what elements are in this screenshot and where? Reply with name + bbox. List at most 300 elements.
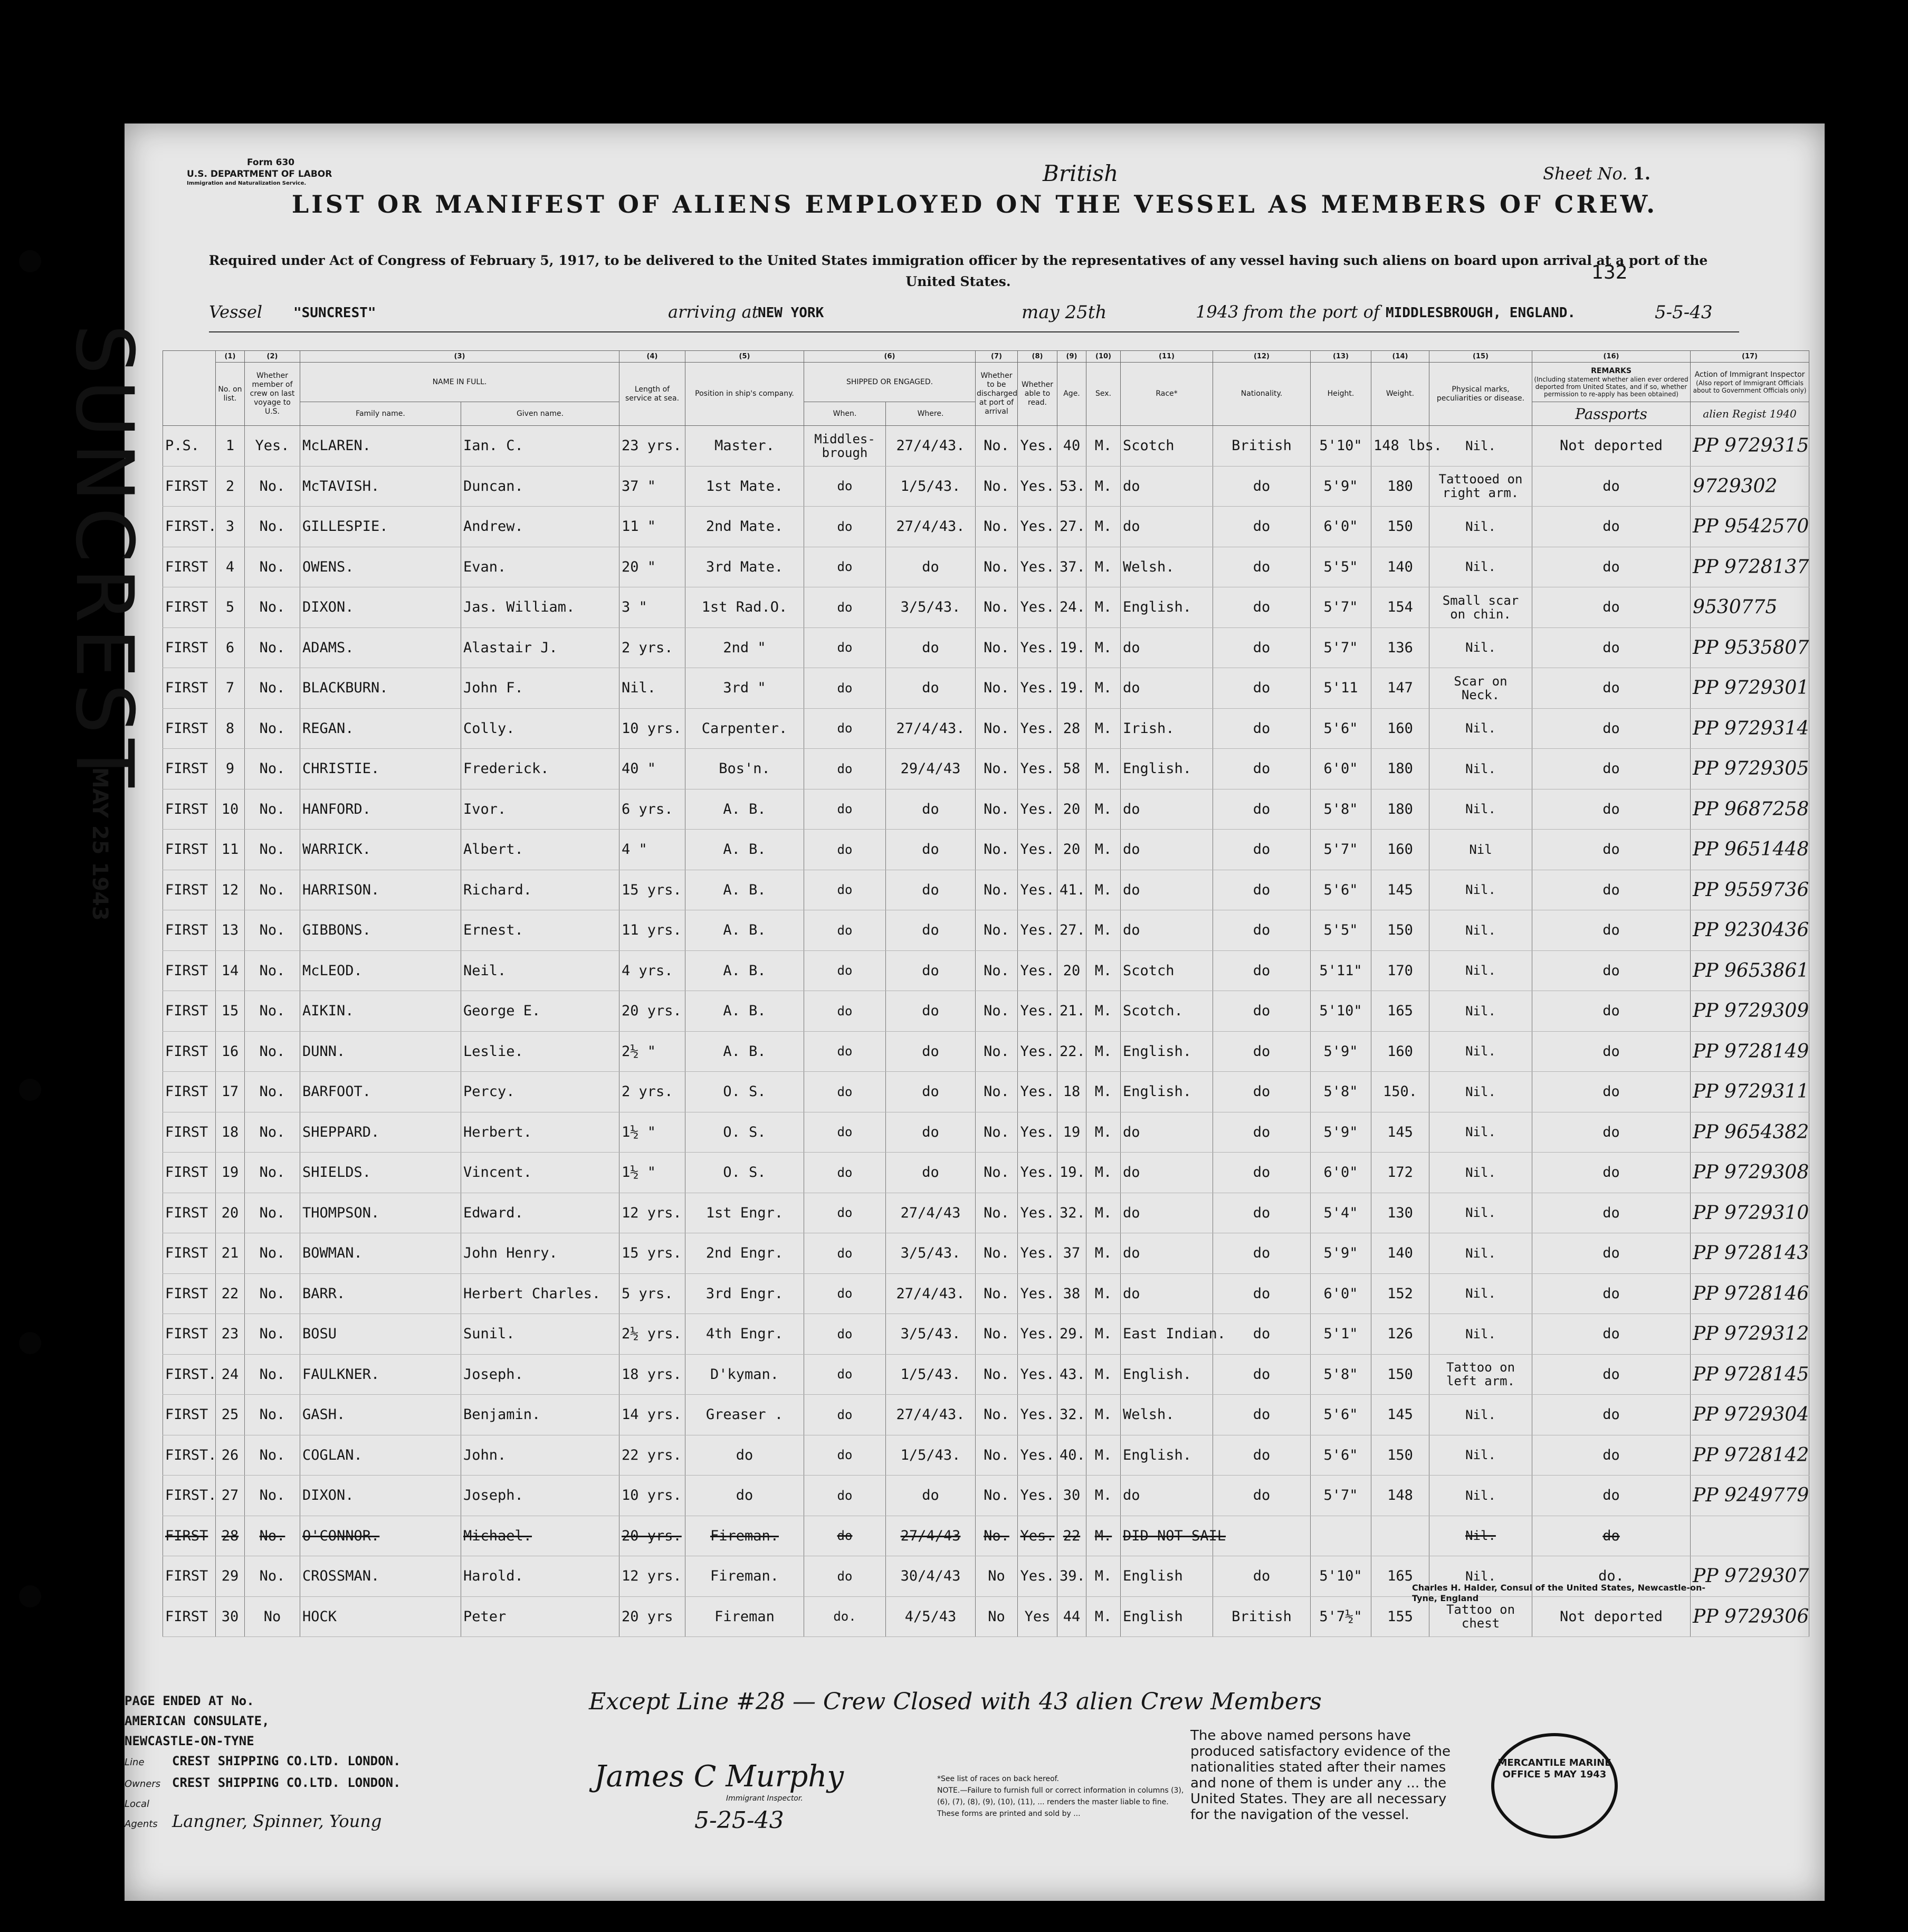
- shipped-when: do: [804, 547, 886, 587]
- position: 2nd Engr.: [685, 1233, 804, 1274]
- consulate-city: NEWCASTLE-ON-TYNE: [125, 1734, 254, 1748]
- discharged: No.: [976, 1273, 1018, 1314]
- col7-number: (7): [976, 351, 1018, 363]
- age: 44: [1057, 1596, 1086, 1637]
- crew-last-voyage: No.: [245, 1072, 300, 1112]
- inspector-action: PP 9729306: [1691, 1596, 1809, 1637]
- shipped-where: 3/5/43.: [886, 587, 976, 628]
- nationality: do: [1213, 830, 1311, 870]
- able-to-read: Yes.: [1018, 910, 1057, 951]
- failure-note: NOTE.—Failure to furnish full or correct information in columns (3), (6), (7), (8), (9), (10), (11), ... renders the master liable to fine.: [937, 1786, 1184, 1806]
- family-name: SHEPPARD.: [300, 1112, 461, 1153]
- sex: M.: [1086, 870, 1121, 910]
- table-row: [163, 1314, 1809, 1355]
- age: 22.: [1057, 1031, 1086, 1072]
- height: 5'11: [1311, 668, 1371, 709]
- position: O. S.: [685, 1072, 804, 1112]
- remarks: do: [1532, 1516, 1691, 1556]
- inspector-label: Immigrant Inspector.: [726, 1794, 803, 1803]
- age: 19.: [1057, 627, 1086, 668]
- crew-last-voyage: No.: [245, 991, 300, 1032]
- height: 5'5": [1311, 910, 1371, 951]
- list-number: 28: [216, 1516, 245, 1556]
- remarks: do: [1532, 708, 1691, 749]
- nationality: do: [1213, 950, 1311, 991]
- length-of-service: 20 yrs.: [619, 1516, 685, 1556]
- line-value: CREST SHIPPING CO.LTD. LONDON.: [172, 1754, 401, 1768]
- position: A. B.: [685, 870, 804, 910]
- length-of-service: 20 yrs.: [619, 991, 685, 1032]
- physical-marks: Nil.: [1429, 627, 1532, 668]
- nationality: do: [1213, 587, 1311, 628]
- col4-label: Length of service at sea.: [619, 363, 685, 426]
- shipped-where: 27/4/43: [886, 1193, 976, 1233]
- col4-number: (4): [619, 351, 685, 363]
- discharged: No.: [976, 910, 1018, 951]
- list-number: 10: [216, 789, 245, 830]
- remarks: do: [1532, 1273, 1691, 1314]
- inspector-action: PP 9729315: [1691, 426, 1809, 467]
- col10-label: Sex.: [1086, 363, 1121, 426]
- vessel-line: [209, 302, 1739, 332]
- shipped-when: Middles-brough: [804, 426, 886, 467]
- physical-marks: Nil.: [1429, 1233, 1532, 1274]
- shipped-where: do: [886, 991, 976, 1032]
- inspector-action: PP 9729310: [1691, 1193, 1809, 1233]
- punch-hole: [19, 1079, 41, 1101]
- action-cell: FIRST: [163, 830, 216, 870]
- length-of-service: 4 ": [619, 830, 685, 870]
- height: 5'9": [1311, 1031, 1371, 1072]
- shipped-where: 27/4/43.: [886, 708, 976, 749]
- family-name: SHIELDS.: [300, 1153, 461, 1193]
- inspector-action: PP 9729314: [1691, 708, 1809, 749]
- shipped-where: do: [886, 870, 976, 910]
- shipped-where: do: [886, 1072, 976, 1112]
- able-to-read: Yes.: [1018, 1112, 1057, 1153]
- shipped-when: do: [804, 1031, 886, 1072]
- remarks: do: [1532, 991, 1691, 1032]
- age: 32.: [1057, 1193, 1086, 1233]
- nationality: British: [1213, 426, 1311, 467]
- sex: M.: [1086, 789, 1121, 830]
- list-number: 2: [216, 466, 245, 507]
- discharged: No.: [976, 627, 1018, 668]
- age: 38: [1057, 1273, 1086, 1314]
- position: 1st Mate.: [685, 466, 804, 507]
- race: Welsh.: [1121, 1395, 1213, 1435]
- action-cell: FIRST: [163, 910, 216, 951]
- height: 5'10": [1311, 991, 1371, 1032]
- race: DID NOT SAIL: [1121, 1516, 1213, 1556]
- discharged: No.: [976, 466, 1018, 507]
- list-number: 7: [216, 668, 245, 709]
- crew-last-voyage: No.: [245, 1435, 300, 1476]
- action-cell: FIRST: [163, 1273, 216, 1314]
- family-name: WARRICK.: [300, 830, 461, 870]
- height: 5'8": [1311, 1354, 1371, 1395]
- family-name: HANFORD.: [300, 789, 461, 830]
- shipped-where: do: [886, 627, 976, 668]
- sex: M.: [1086, 466, 1121, 507]
- list-number: 27: [216, 1476, 245, 1516]
- crew-last-voyage: No.: [245, 1233, 300, 1274]
- table-row: [163, 870, 1809, 910]
- race: English: [1121, 1596, 1213, 1637]
- inspector-action: PP 9729305: [1691, 749, 1809, 789]
- list-number: 11: [216, 830, 245, 870]
- crew-last-voyage: No.: [245, 870, 300, 910]
- able-to-read: Yes.: [1018, 1233, 1057, 1274]
- position: A. B.: [685, 789, 804, 830]
- inspector-action: PP 9651448: [1691, 830, 1809, 870]
- shipped-when: do: [804, 466, 886, 507]
- shipped-where: 1/5/43.: [886, 1354, 976, 1395]
- race: Scotch: [1121, 950, 1213, 991]
- action-cell: FIRST: [163, 749, 216, 789]
- position: do: [685, 1435, 804, 1476]
- discharged: No.: [976, 950, 1018, 991]
- race: English.: [1121, 749, 1213, 789]
- weight: 160: [1371, 1031, 1429, 1072]
- sex: M.: [1086, 1435, 1121, 1476]
- family-name: McLAREN.: [300, 426, 461, 467]
- remarks: do: [1532, 1354, 1691, 1395]
- discharged: No.: [976, 587, 1018, 628]
- crew-last-voyage: No.: [245, 507, 300, 547]
- discharged: No.: [976, 1153, 1018, 1193]
- table-row: [163, 1273, 1809, 1314]
- position: O. S.: [685, 1153, 804, 1193]
- age: 22: [1057, 1516, 1086, 1556]
- print-note: These forms are printed and sold by ...: [937, 1810, 1081, 1818]
- nationality: do: [1213, 1556, 1311, 1597]
- col6-number: (6): [804, 351, 976, 363]
- physical-marks: Nil.: [1429, 1072, 1532, 1112]
- weight: 148 lbs.: [1371, 426, 1429, 467]
- race: do: [1121, 668, 1213, 709]
- inspector-action: 9530775: [1691, 587, 1809, 628]
- remarks: do.: [1532, 1556, 1691, 1597]
- discharged: No.: [976, 1435, 1018, 1476]
- able-to-read: Yes.: [1018, 1314, 1057, 1355]
- remarks: do: [1532, 466, 1691, 507]
- family-name: DUNN.: [300, 1031, 461, 1072]
- action-cell: FIRST: [163, 668, 216, 709]
- crew-last-voyage: No.: [245, 950, 300, 991]
- inspector-action: [1691, 1516, 1809, 1556]
- weight: 150: [1371, 1435, 1429, 1476]
- able-to-read: Yes.: [1018, 830, 1057, 870]
- age: 24.: [1057, 587, 1086, 628]
- discharged: No.: [976, 1395, 1018, 1435]
- action-cell: FIRST.: [163, 1354, 216, 1395]
- list-number: 24: [216, 1354, 245, 1395]
- shipped-when: do: [804, 708, 886, 749]
- col16-handwritten: Passports: [1532, 402, 1691, 426]
- given-name: Benjamin.: [461, 1395, 619, 1435]
- table-row: [163, 789, 1809, 830]
- action-cell: FIRST: [163, 1556, 216, 1597]
- side-date-stamp: MAY 25 1943: [88, 767, 112, 921]
- col3-family-label: Family name.: [300, 402, 461, 426]
- given-name: Peter: [461, 1596, 619, 1637]
- nationality: do: [1213, 1354, 1311, 1395]
- certification-text: The above named persons have produced satisfactory evidence of the nationalities stated after their names and none of them is under any ... the United States. They are all necessary for the navigation of the vessel.: [1190, 1728, 1451, 1823]
- age: 40: [1057, 426, 1086, 467]
- physical-marks: Nil.: [1429, 1193, 1532, 1233]
- given-name: Ernest.: [461, 910, 619, 951]
- inspector-action: PP 9728143: [1691, 1233, 1809, 1274]
- table-row: [163, 1233, 1809, 1274]
- given-name: Joseph.: [461, 1476, 619, 1516]
- discharged: No.: [976, 870, 1018, 910]
- col5-label: Position in ship's company.: [685, 363, 804, 426]
- length-of-service: 5 yrs.: [619, 1273, 685, 1314]
- physical-marks: Tattoo on chest: [1429, 1596, 1532, 1637]
- action-cell: FIRST.: [163, 507, 216, 547]
- length-of-service: 14 yrs.: [619, 1395, 685, 1435]
- able-to-read: Yes.: [1018, 1556, 1057, 1597]
- length-of-service: 2½ yrs.: [619, 1314, 685, 1355]
- weight: 170: [1371, 950, 1429, 991]
- length-of-service: 11 ": [619, 507, 685, 547]
- weight: 180: [1371, 749, 1429, 789]
- action-cell: FIRST: [163, 991, 216, 1032]
- shipped-where: 27/4/43.: [886, 507, 976, 547]
- discharged: No.: [976, 1516, 1018, 1556]
- crew-last-voyage: Yes.: [245, 426, 300, 467]
- able-to-read: Yes.: [1018, 870, 1057, 910]
- form-number: Form 630: [247, 157, 295, 168]
- length-of-service: 20 yrs: [619, 1596, 685, 1637]
- physical-marks: Nil.: [1429, 1395, 1532, 1435]
- vessel-label: Vessel: [209, 302, 263, 322]
- col17-label: Action of Immigrant Inspector: [1694, 370, 1805, 379]
- col12-number: (12): [1213, 351, 1311, 363]
- position: Bos'n.: [685, 749, 804, 789]
- able-to-read: Yes.: [1018, 1031, 1057, 1072]
- length-of-service: 18 yrs.: [619, 1354, 685, 1395]
- weight: 180: [1371, 466, 1429, 507]
- position: 1st Rad.O.: [685, 587, 804, 628]
- inspector-action: PP 9654382: [1691, 1112, 1809, 1153]
- table-row: [163, 507, 1809, 547]
- side-stamp-text: SUNCREST: [58, 324, 150, 793]
- family-name: McLEOD.: [300, 950, 461, 991]
- list-number: 18: [216, 1112, 245, 1153]
- given-name: Michael.: [461, 1516, 619, 1556]
- age: 53.: [1057, 466, 1086, 507]
- shipped-when: do: [804, 1354, 886, 1395]
- nationality: do: [1213, 547, 1311, 587]
- given-name: Percy.: [461, 1072, 619, 1112]
- height: 5'7": [1311, 830, 1371, 870]
- arrival-date: may 25th: [1022, 302, 1107, 323]
- sex: M.: [1086, 1112, 1121, 1153]
- race: do: [1121, 1153, 1213, 1193]
- sex: M.: [1086, 1233, 1121, 1274]
- consul-stamp: Charles H. Halder, Consul of the United States, Newcastle-on-Tyne, England: [1412, 1583, 1706, 1603]
- sex: M.: [1086, 1476, 1121, 1516]
- nationality: do: [1213, 1072, 1311, 1112]
- nationality: do: [1213, 507, 1311, 547]
- physical-marks: Nil.: [1429, 789, 1532, 830]
- crew-table-body: [163, 426, 1809, 1637]
- physical-marks: Tattoo on left arm.: [1429, 1354, 1532, 1395]
- inspector-action: PP 9728146: [1691, 1273, 1809, 1314]
- table-row: [163, 1435, 1809, 1476]
- age: 32.: [1057, 1395, 1086, 1435]
- action-cell: FIRST: [163, 466, 216, 507]
- race: English.: [1121, 1031, 1213, 1072]
- remarks: do: [1532, 1395, 1691, 1435]
- inspector-action: PP 9728142: [1691, 1435, 1809, 1476]
- shipped-where: do: [886, 1031, 976, 1072]
- nationality: do: [1213, 910, 1311, 951]
- col3-label: NAME IN FULL.: [300, 363, 619, 402]
- race: East Indian.: [1121, 1314, 1213, 1355]
- remarks: do: [1532, 830, 1691, 870]
- weight: [1371, 1516, 1429, 1556]
- nationality: do: [1213, 1314, 1311, 1355]
- position: A. B.: [685, 830, 804, 870]
- table-row: [163, 1153, 1809, 1193]
- discharged: No.: [976, 830, 1018, 870]
- height: 5'6": [1311, 1435, 1371, 1476]
- given-name: Sunil.: [461, 1314, 619, 1355]
- shipped-when: do: [804, 830, 886, 870]
- action-cell: FIRST: [163, 1395, 216, 1435]
- action-cell: FIRST.: [163, 1435, 216, 1476]
- weight: 160: [1371, 830, 1429, 870]
- family-name: AIKIN.: [300, 991, 461, 1032]
- physical-marks: Nil.: [1429, 950, 1532, 991]
- family-name: O'CONNOR.: [300, 1516, 461, 1556]
- height: 5'9": [1311, 466, 1371, 507]
- discharged: No.: [976, 426, 1018, 467]
- remarks: do: [1532, 789, 1691, 830]
- position: A. B.: [685, 1031, 804, 1072]
- crew-last-voyage: No.: [245, 1112, 300, 1153]
- action-cell: P.S.: [163, 426, 216, 467]
- height: 5'7": [1311, 1476, 1371, 1516]
- race: Irish.: [1121, 708, 1213, 749]
- length-of-service: 3 ": [619, 587, 685, 628]
- race: do: [1121, 1476, 1213, 1516]
- col2-number: (2): [245, 351, 300, 363]
- height: 5'7": [1311, 627, 1371, 668]
- inspector-action: PP 9542570: [1691, 507, 1809, 547]
- list-number: 19: [216, 1153, 245, 1193]
- physical-marks: Nil.: [1429, 507, 1532, 547]
- given-name: Alastair J.: [461, 627, 619, 668]
- sex: M.: [1086, 1556, 1121, 1597]
- age: 29.: [1057, 1314, 1086, 1355]
- height: 6'0": [1311, 1273, 1371, 1314]
- able-to-read: Yes.: [1018, 466, 1057, 507]
- shipped-where: do: [886, 789, 976, 830]
- inspector-action: PP 9729304: [1691, 1395, 1809, 1435]
- race: do: [1121, 870, 1213, 910]
- sex: M.: [1086, 1153, 1121, 1193]
- shipped-where: do: [886, 950, 976, 991]
- height: 5'1": [1311, 1314, 1371, 1355]
- given-name: Edward.: [461, 1193, 619, 1233]
- age: 18: [1057, 1072, 1086, 1112]
- length-of-service: 1½ ": [619, 1112, 685, 1153]
- crew-last-voyage: No.: [245, 1273, 300, 1314]
- list-number: 22: [216, 1273, 245, 1314]
- action-cell: FIRST: [163, 950, 216, 991]
- shipped-where: do: [886, 668, 976, 709]
- family-name: GIBBONS.: [300, 910, 461, 951]
- height: 6'0": [1311, 1153, 1371, 1193]
- col16-number: (16): [1532, 351, 1691, 363]
- table-row: [163, 910, 1809, 951]
- position: 4th Engr.: [685, 1314, 804, 1355]
- list-number: 20: [216, 1193, 245, 1233]
- length-of-service: 12 yrs.: [619, 1556, 685, 1597]
- nationality: do: [1213, 627, 1311, 668]
- shipped-when: do: [804, 1153, 886, 1193]
- length-of-service: 10 yrs.: [619, 1476, 685, 1516]
- race: English: [1121, 1556, 1213, 1597]
- physical-marks: Nil.: [1429, 547, 1532, 587]
- height: [1311, 1516, 1371, 1556]
- length-of-service: 40 ": [619, 749, 685, 789]
- list-number: 26: [216, 1435, 245, 1476]
- inspector-action: PP 9687258: [1691, 789, 1809, 830]
- sex: M.: [1086, 1516, 1121, 1556]
- list-number: 17: [216, 1072, 245, 1112]
- age: 37: [1057, 1233, 1086, 1274]
- col13-number: (13): [1311, 351, 1371, 363]
- able-to-read: Yes.: [1018, 507, 1057, 547]
- vessel-name: "SUNCREST": [293, 305, 376, 321]
- sex: M.: [1086, 627, 1121, 668]
- col16-header: [1532, 363, 1691, 402]
- shipped-where: 27/4/43.: [886, 426, 976, 467]
- shipped-where: 27/4/43: [886, 1516, 976, 1556]
- discharged: No.: [976, 708, 1018, 749]
- nationality: British: [1213, 1596, 1311, 1637]
- able-to-read: Yes.: [1018, 627, 1057, 668]
- given-name: John Henry.: [461, 1233, 619, 1274]
- age: 20: [1057, 830, 1086, 870]
- position: D'kyman.: [685, 1354, 804, 1395]
- col1-number: (1): [216, 351, 245, 363]
- able-to-read: Yes.: [1018, 1516, 1057, 1556]
- able-to-read: Yes.: [1018, 587, 1057, 628]
- position: 3rd Engr.: [685, 1273, 804, 1314]
- crew-last-voyage: No.: [245, 708, 300, 749]
- race: Welsh.: [1121, 547, 1213, 587]
- weight: 154: [1371, 587, 1429, 628]
- given-name: Vincent.: [461, 1153, 619, 1193]
- discharged: No.: [976, 1233, 1018, 1274]
- shipped-where: 4/5/43: [886, 1596, 976, 1637]
- crew-last-voyage: No.: [245, 1314, 300, 1355]
- weight: 145: [1371, 1395, 1429, 1435]
- family-name: BARR.: [300, 1273, 461, 1314]
- weight: 145: [1371, 870, 1429, 910]
- crew-last-voyage: No.: [245, 587, 300, 628]
- owners-label: Owners: [125, 1778, 161, 1790]
- weight: 150: [1371, 507, 1429, 547]
- shipped-when: do: [804, 870, 886, 910]
- discharged: No: [976, 1596, 1018, 1637]
